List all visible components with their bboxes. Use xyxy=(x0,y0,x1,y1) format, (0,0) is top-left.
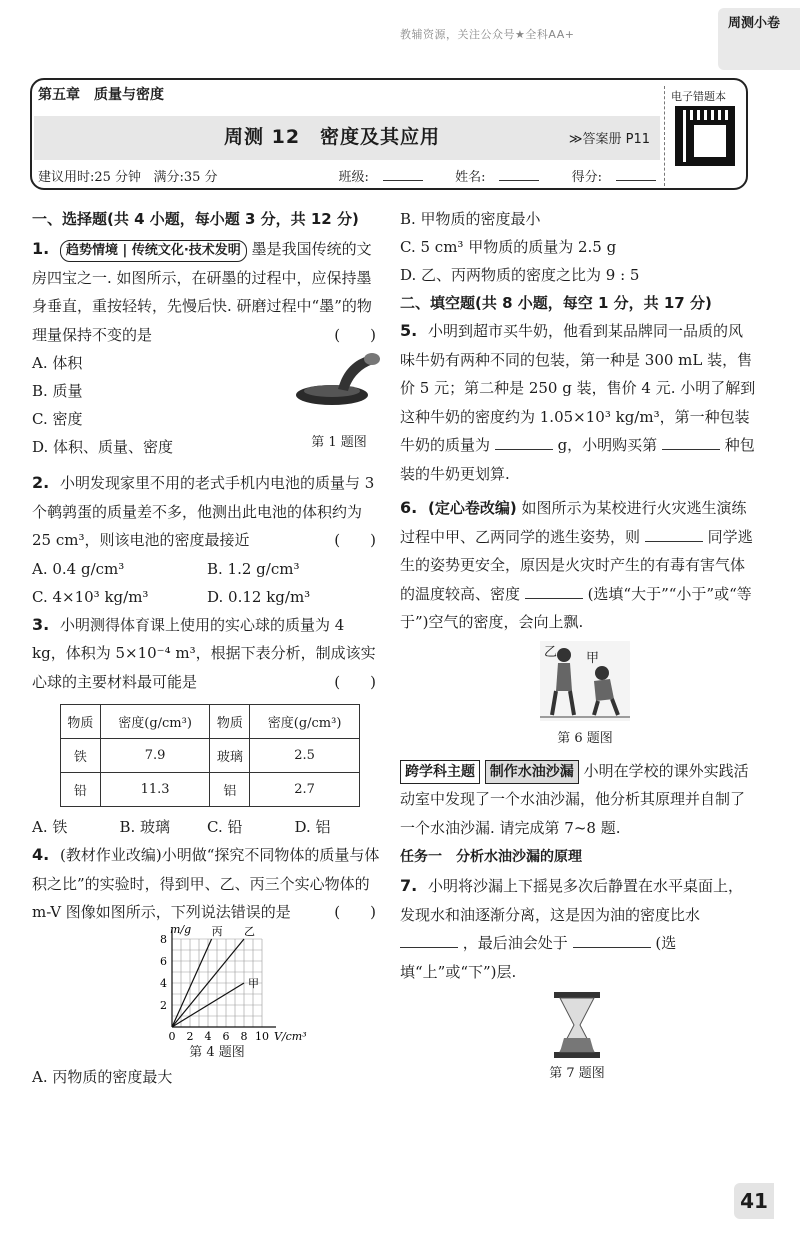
q5-text-1: 小明到超市买牛奶，他看到某品牌同一品质的风味牛奶有两种不同的包装，第一种是 300 mL 装，售价 5 元；第二种是 250 g 装，售价 4 元. 小明了解到这种牛奶的密度约为 1.05×10³ kg/m³，第一种包装牛奶的质量为 xyxy=(400,322,756,454)
q1-option-a[interactable]: A. 体积 xyxy=(32,354,83,372)
left-column xyxy=(32,205,382,1091)
name-label: 姓名: xyxy=(455,170,486,185)
q4-option-b[interactable]: B. 甲物质的密度最小 xyxy=(400,210,541,228)
q1-option-c[interactable]: C. 密度 xyxy=(32,410,83,428)
series-tab xyxy=(718,8,800,70)
q7-number: 7. xyxy=(400,876,418,895)
q5-text-3: 种包装的牛奶更划算. xyxy=(400,436,755,483)
q6-blank-density[interactable] xyxy=(525,585,583,599)
q3-option-a[interactable]: A. 铁 xyxy=(32,818,68,836)
series-label: 甲 xyxy=(248,976,259,990)
q4-figure-caption: 第 4 题图 xyxy=(189,1044,245,1060)
q6-text-3: (选填“大于”“小于”或“等于”)空气的密度，会向上飘. xyxy=(400,584,752,631)
task-1-title: 任务一 分析水油沙漏的原理 xyxy=(400,849,582,865)
q1-number: 1. xyxy=(32,239,50,258)
table-header: 密度(g/cm³) xyxy=(100,705,210,739)
q3-option-c[interactable]: C. 铅 xyxy=(207,818,243,836)
q1-figure-caption: 第 1 题图 xyxy=(311,435,367,450)
answer-reference: ≫答案册 P11 xyxy=(568,132,650,147)
q6-figure-area xyxy=(400,637,756,757)
q3-text: 小明测得体育课上使用的实心球的质量为 4 kg，体积为 5×10⁻⁴ m³，根据下表分析，制成该实心球的主要材料最可能是 xyxy=(32,615,376,691)
q1-option-b[interactable]: B. 质量 xyxy=(32,382,83,400)
qr-label: 电子错题本 xyxy=(671,90,726,103)
score-blank[interactable] xyxy=(616,169,656,181)
question-1 xyxy=(32,235,382,349)
table-row xyxy=(61,739,360,773)
y-tick-label: 8 xyxy=(160,932,167,946)
question-3 xyxy=(32,611,382,697)
x-axis-label: V/cm³ xyxy=(274,1029,307,1043)
table-cell: 2.5 xyxy=(250,739,360,773)
q6-figure-caption: 第 6 题图 xyxy=(557,730,613,746)
q1-answer-paren[interactable]: ( ) xyxy=(334,325,376,344)
q2-options-row2 xyxy=(32,583,382,611)
q3-answer-paren[interactable]: ( ) xyxy=(334,672,376,691)
q4-number: 4. xyxy=(32,845,50,864)
q6-text-1: 如图所示为某校进行火灾逃生演练过程中甲、乙两同学的逃生姿势，则 xyxy=(400,499,747,546)
q7-figure-area xyxy=(400,986,756,1086)
density-table xyxy=(60,704,360,807)
q5-blank-mass[interactable] xyxy=(495,436,553,450)
table-cell: 铁 xyxy=(61,739,101,773)
q4-option-c[interactable]: C. 5 cm³ 甲物质的质量为 2.5 g xyxy=(400,238,617,256)
table-cell: 铝 xyxy=(210,773,250,807)
series-label: 乙 xyxy=(244,924,255,938)
page-number: 41 xyxy=(734,1183,774,1219)
chapter-title: 第五章 质量与密度 xyxy=(38,87,164,103)
table-cell: 玻璃 xyxy=(210,739,250,773)
q6-text-2: 同学逃生的姿势更安全，原因是火灾时产生的有毒有害气体的温度较高、密度 xyxy=(400,527,753,603)
q1-option-d[interactable]: D. 体积、质量、密度 xyxy=(32,438,174,456)
class-blank[interactable] xyxy=(383,169,423,181)
q1-options-area xyxy=(32,349,382,465)
q3-option-d[interactable]: D. 铝 xyxy=(294,818,331,836)
label-yi: 乙 xyxy=(544,644,558,660)
q2-option-c[interactable]: C. 4×10³ kg/m³ xyxy=(32,587,149,606)
table-cell: 2.7 xyxy=(250,773,360,807)
y-tick-label: 6 xyxy=(160,954,167,968)
q2-option-a[interactable]: A. 0.4 g/cm³ xyxy=(32,559,125,578)
question-7 xyxy=(400,872,756,986)
x-tick-label: 4 xyxy=(204,1029,212,1043)
question-4 xyxy=(32,841,382,927)
q6-number: 6. xyxy=(400,498,418,517)
y-axis-label: m/g xyxy=(170,922,192,936)
y-tick-label: 2 xyxy=(160,998,167,1012)
question-6 xyxy=(400,494,756,637)
meta-row xyxy=(38,166,656,185)
q7-blank-density[interactable] xyxy=(400,934,458,948)
q2-option-b[interactable]: B. 1.2 g/cm³ xyxy=(207,559,300,578)
table-cell: 铅 xyxy=(61,773,101,807)
question-2 xyxy=(32,469,382,555)
hourglass-image xyxy=(550,992,604,1058)
full-score: 满分:35 分 xyxy=(153,170,218,185)
theme-intro xyxy=(400,757,756,843)
question-5 xyxy=(400,317,756,488)
mv-chart xyxy=(132,922,307,1047)
series-label: 周测小卷 xyxy=(728,16,781,31)
ink-grinding-image xyxy=(292,349,382,409)
series-label: 丙 xyxy=(211,924,223,938)
q4-text: (教材作业改编)小明做“探究不同物体的质量与体积之比”的实验时，得到甲、乙、丙三个实心物体的 m-V 图像如图所示，下列说法错误的是 xyxy=(32,846,380,921)
q5-number: 5. xyxy=(400,321,418,340)
section-1-title: 一、选择题(共 4 小题，每小题 3 分，共 12 分) xyxy=(32,210,359,228)
right-column xyxy=(400,205,756,1086)
q6-tag: (定心卷改编) xyxy=(428,499,517,517)
q1-tag-trend: 趋势情境 | 传统文化·技术发明 xyxy=(60,240,247,262)
q4-option-d[interactable]: D. 乙、丙两物质的密度之比为 9 : 5 xyxy=(400,266,640,284)
theme-text: 小明在学校的课外实践活动室中发现了一个水油沙漏，他分析其原理并自制了一个水油沙漏. 请完成第 7~8 题. xyxy=(400,761,749,837)
score-label: 得分: xyxy=(571,170,602,185)
watermark-text: 教辅资源，关注公众号★全科AA+ xyxy=(400,28,575,41)
y-tick-label: 4 xyxy=(160,976,167,990)
page-title: 周测 12 密度及其应用 xyxy=(224,126,441,148)
qr-panel xyxy=(664,86,742,186)
q7-text-1: 小明将沙漏上下摇晃多次后静置在水平桌面上，发现水和油逐渐分离，这是因为油的密度比水 xyxy=(400,877,744,924)
q2-number: 2. xyxy=(32,473,50,492)
x-tick-label: 8 xyxy=(240,1029,248,1043)
x-tick-label: 2 xyxy=(186,1029,194,1043)
q1-text: 墨是我国传统的文房四宝之一. 如图所示，在研墨的过程中，应保持墨身垂直，重按轻转，先慢后快. 研磨过程中“墨”的物理量保持不变的是 xyxy=(32,240,372,344)
table-cell: 11.3 xyxy=(100,773,210,807)
class-label: 班级: xyxy=(338,170,369,185)
q7-blank-layer[interactable] xyxy=(573,934,651,948)
section-2-title: 二、填空题(共 8 小题，每空 1 分，共 17 分) xyxy=(400,294,712,312)
header-box xyxy=(30,78,748,190)
theme-tag-hourglass: 制作水油沙漏 xyxy=(485,760,579,784)
q2-text: 小明发现家里不用的老式手机内电池的质量与 3 个鹌鹑蛋的质量差不多，他测出此电池的体积约为 25 cm³，则该电池的密度最接近 xyxy=(32,474,375,549)
table-header: 密度(g/cm³) xyxy=(250,705,360,739)
theme-tag-cross: 跨学科主题 xyxy=(400,760,480,784)
table-row xyxy=(61,773,360,807)
q5-text-2: g，小明购买第 xyxy=(557,436,658,454)
q2-options-row1 xyxy=(32,555,382,583)
label-jia: 甲 xyxy=(586,650,600,666)
x-tick-label: 6 xyxy=(222,1029,230,1043)
q3-option-b[interactable]: B. 玻璃 xyxy=(119,818,171,836)
q2-option-d[interactable]: D. 0.12 kg/m³ xyxy=(207,587,311,606)
q3-number: 3. xyxy=(32,614,50,634)
x-tick-label: 10 xyxy=(255,1029,269,1043)
table-header: 物质 xyxy=(210,705,250,739)
q7-text-2: ，最后油会处于 xyxy=(462,934,568,952)
q5-blank-choice[interactable] xyxy=(662,436,720,450)
x-tick-label: 0 xyxy=(168,1029,176,1043)
table-header-row xyxy=(61,705,360,739)
q7-figure-caption: 第 7 题图 xyxy=(549,1066,605,1081)
q2-answer-paren[interactable]: ( ) xyxy=(334,531,376,549)
q7-text-3: (选填“上”或“下”)层. xyxy=(400,934,677,981)
q6-blank-student[interactable] xyxy=(645,528,703,542)
qr-code-icon[interactable] xyxy=(675,106,735,166)
q4-option-a[interactable]: A. 丙物质的密度最大 xyxy=(32,1067,173,1086)
q3-options xyxy=(32,813,382,841)
q4-answer-paren[interactable]: ( ) xyxy=(334,903,376,921)
suggested-time: 建议用时:25 分钟 xyxy=(38,170,142,185)
title-band xyxy=(34,116,660,160)
q4-chart-area xyxy=(32,922,382,1063)
table-cell: 7.9 xyxy=(100,739,210,773)
table-header: 物质 xyxy=(61,705,101,739)
name-blank[interactable] xyxy=(499,169,539,181)
